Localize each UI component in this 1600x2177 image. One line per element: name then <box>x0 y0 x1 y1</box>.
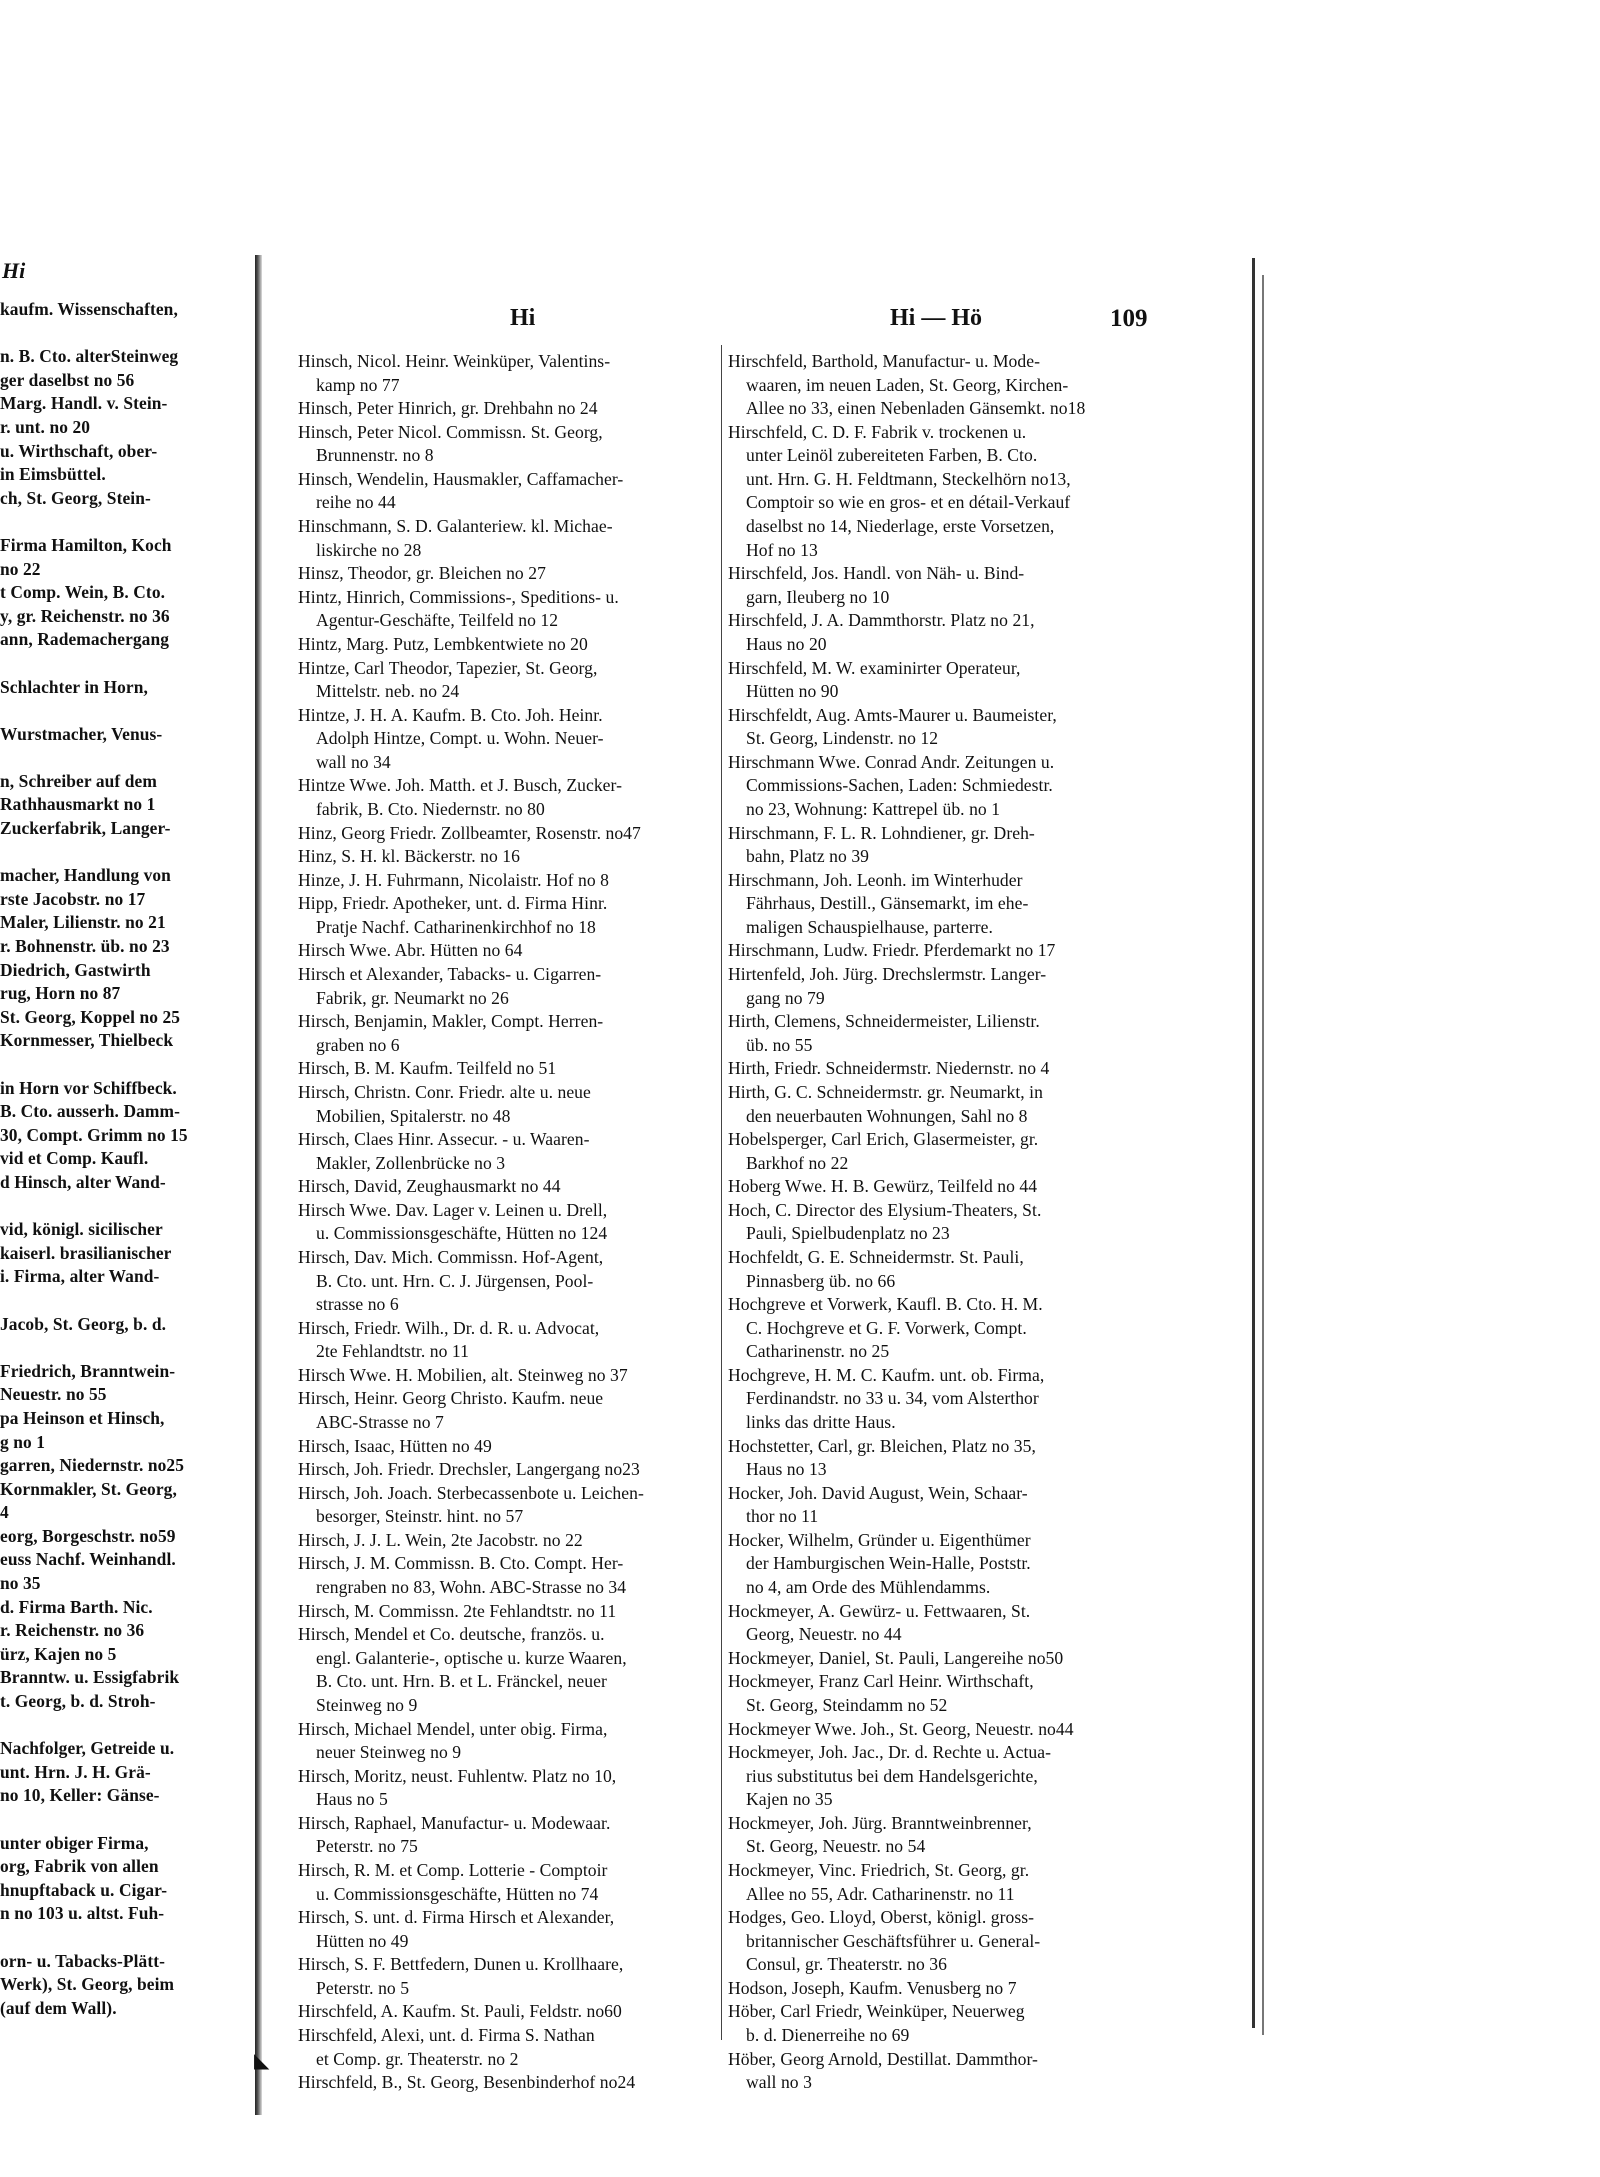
directory-entry-line: no 4, am Orde des Mühlendamms. <box>746 1577 991 1598</box>
directory-entry-line: Hintze, J. H. A. Kaufm. B. Cto. Joh. Heinr. <box>298 704 603 725</box>
directory-entry-line: Mittelstr. neb. no 24 <box>316 681 460 702</box>
page-edge <box>1252 258 1255 2028</box>
directory-entry-line: Pinnasberg üb. no 66 <box>746 1270 896 1291</box>
directory-entry-line: Steinweg no 9 <box>316 1694 418 1715</box>
directory-entry-line: Hirschmann, Joh. Leonh. im Winterhuder <box>728 869 1023 890</box>
directory-entry-line: links das dritte Haus. <box>746 1412 896 1433</box>
directory-entry-line: Hirschfeld, Jos. Handl. von Näh- u. Bind- <box>728 563 1025 584</box>
directory-entry-line: Hirsch, Isaac, Hütten no 49 <box>298 1435 492 1456</box>
left-page-line: u. Wirthschaft, ober- <box>0 440 158 461</box>
directory-entry-line: graben no 6 <box>316 1034 400 1055</box>
left-page-line: Rathhausmarkt no 1 <box>0 794 156 815</box>
left-page-line <box>0 652 188 676</box>
directory-entry-line: waaren, im neuen Laden, St. Georg, Kirchen- <box>746 374 1069 395</box>
left-page-line: no 10, Keller: Gänse- <box>0 1785 160 1806</box>
directory-entry-line: rius substitutus bei dem Handelsgerichte, <box>746 1765 1038 1786</box>
directory-entry-line: Catharinenstr. no 25 <box>746 1341 890 1362</box>
directory-entry-line: Hirschmann, Ludw. Friedr. Pferdemarkt no 17 <box>728 940 1056 961</box>
directory-entry-line: Hirsch Wwe. H. Mobilien, alt. Steinweg no 37 <box>298 1364 628 1385</box>
directory-entry-line: Hinz, Georg Friedr. Zollbeamter, Rosenstr. no47 <box>298 822 641 843</box>
left-page-line <box>0 322 188 346</box>
directory-entry-line: Kajen no 35 <box>746 1789 833 1810</box>
directory-entry-line: Hinsch, Wendelin, Hausmakler, Caffamacher- <box>298 468 624 489</box>
directory-entry-line: Fährhaus, Destill., Gänsemarkt, im ehe- <box>746 893 1029 914</box>
left-page-line: euss Nachf. Weinhandl. <box>0 1549 176 1570</box>
left-page-line: pa Heinson et Hinsch, <box>0 1407 165 1428</box>
left-page-line: Zuckerfabrik, Langer- <box>0 818 171 839</box>
directory-entry-line: Fabrik, gr. Neumarkt no 26 <box>316 987 509 1008</box>
directory-entry-line: den neuerbauten Wohnungen, Sahl no 8 <box>746 1105 1028 1126</box>
left-page-line: B. Cto. ausserh. Damm- <box>0 1101 180 1122</box>
directory-entry-line: Hirth, Friedr. Schneidermstr. Niedernstr. no 4 <box>728 1058 1050 1079</box>
left-page-line: eorg, Borgeschstr. no59 <box>0 1525 176 1546</box>
left-page-line <box>0 841 188 865</box>
left-page-line: rste Jacobstr. no 17 <box>0 888 146 909</box>
directory-entry-line: britannischer Geschäftsführer u. General- <box>746 1930 1041 1951</box>
directory-entry-line: garn, Ileuberg no 10 <box>746 586 890 607</box>
directory-entry-line: bahn, Platz no 39 <box>746 846 870 867</box>
directory-entry-line: Peterstr. no 5 <box>316 1977 410 1998</box>
left-page-line: Neuestr. no 55 <box>0 1384 107 1405</box>
directory-entry-line: Hirsch, Mendel et Co. deutsche, französ. u. <box>298 1624 605 1645</box>
left-page-line: d. Firma Barth. Nic. <box>0 1596 153 1617</box>
left-page-line: ürz, Kajen no 5 <box>0 1643 117 1664</box>
directory-entry-line: Hirsch, B. M. Kaufm. Teilfeld no 51 <box>298 1058 557 1079</box>
directory-entry-line: besorger, Steinstr. hint. no 57 <box>316 1506 524 1527</box>
directory-entry-line: Hirschfeld, B., St. Georg, Besenbinderhof no24 <box>298 2072 636 2093</box>
directory-entry-line: Hockmeyer, Joh. Jac., Dr. d. Rechte u. Actua- <box>728 1742 1052 1763</box>
directory-column-2 <box>728 350 1143 2095</box>
directory-entry-line: Hockmeyer, Daniel, St. Pauli, Langereihe no50 <box>728 1647 1064 1668</box>
left-page-line <box>0 1289 188 1313</box>
running-head-right: Hi — Hö <box>890 305 983 331</box>
left-page-line: kaiserl. brasilianischer <box>0 1242 172 1263</box>
left-page-line: Diedrich, Gastwirth <box>0 959 151 980</box>
directory-entry-line: Hof no 13 <box>746 539 818 560</box>
left-page-line <box>0 699 188 723</box>
directory-column-1 <box>298 350 713 2095</box>
directory-entry-line: Hirsch et Alexander, Tabacks- u. Cigarren- <box>298 964 602 985</box>
directory-entry-line: gang no 79 <box>746 987 825 1008</box>
directory-entry-line: Hipp, Friedr. Apotheker, unt. d. Firma Hinr. <box>298 893 608 914</box>
left-page-line: garren, Niedernstr. no25 <box>0 1455 185 1476</box>
directory-entry-line: Hockmeyer, Vinc. Friedrich, St. Georg, gr. <box>728 1860 1030 1880</box>
left-page-line: ger daselbst no 56 <box>0 369 135 390</box>
left-page-line: Kornmesser, Thielbeck <box>0 1030 174 1051</box>
directory-entry-line: B. Cto. unt. Hrn. B. et L. Fränckel, neuer <box>316 1671 607 1692</box>
directory-entry-line: Hirth, G. C. Schneidermstr. gr. Neumarkt, in <box>728 1081 1043 1102</box>
directory-entry-line: Hinschmann, S. D. Galanteriew. kl. Michae- <box>298 516 613 537</box>
directory-entry-line: Hodges, Geo. Lloyd, Oberst, königl. gross- <box>728 1907 1035 1928</box>
directory-entry-line: Hirsch, S. F. Bettfedern, Dunen u. Krollhaare, <box>298 1954 624 1975</box>
directory-entry-line: Hirsch, Heinr. Georg Christo. Kaufm. neue <box>298 1388 604 1409</box>
left-page-line: rug, Horn no 87 <box>0 983 121 1004</box>
left-page-line: r. Bohnenstr. üb. no 23 <box>0 936 170 957</box>
directory-entry-line: Hirth, Clemens, Schneidermeister, Lilienstr. <box>728 1011 1040 1032</box>
directory-entry-line: unt. Hrn. G. H. Feldtmann, Steckelhörn no13, <box>746 468 1071 489</box>
left-page-line <box>0 510 188 534</box>
directory-entry-line: Hirsch, J. M. Commissn. B. Cto. Compt. Her- <box>298 1553 624 1574</box>
directory-entry-line: u. Commissionsgeschäfte, Hütten no 74 <box>316 1883 599 1904</box>
directory-entry-line: Hoberg Wwe. H. B. Gewürz, Teilfeld no 44 <box>728 1176 1038 1197</box>
left-page-line: unter obiger Firma, <box>0 1832 149 1853</box>
left-page-line: Branntw. u. Essigfabrik <box>0 1667 180 1688</box>
directory-entry-line: wall no 34 <box>316 751 391 772</box>
left-page-line <box>0 1195 188 1219</box>
column-divider <box>721 345 722 2040</box>
directory-entry-line: neuer Steinweg no 9 <box>316 1742 462 1763</box>
left-page-line: t. Georg, b. d. Stroh- <box>0 1691 156 1712</box>
directory-entry-line: Hirsch Wwe. Abr. Hütten no 64 <box>298 940 523 961</box>
directory-entry-line: Georg, Neuestr. no 44 <box>746 1624 902 1645</box>
directory-entry-line: Hintze Wwe. Joh. Matth. et J. Busch, Zucker- <box>298 775 622 796</box>
left-page-line <box>0 1926 188 1950</box>
left-page-line: t Comp. Wein, B. Cto. <box>0 582 166 603</box>
directory-entry-line: Hinz, S. H. kl. Bäckerstr. no 16 <box>298 846 520 867</box>
directory-entry-line: Mobilien, Spitalerstr. no 48 <box>316 1105 511 1126</box>
left-page-line <box>0 746 188 770</box>
directory-entry-line: Hodson, Joseph, Kaufm. Venusberg no 7 <box>728 1977 1017 1998</box>
directory-entry-line: Hirschfeldt, Aug. Amts-Maurer u. Baumeister, <box>728 704 1057 725</box>
left-page-line: ch, St. Georg, Stein- <box>0 487 151 508</box>
left-page-line: no 22 <box>0 558 41 579</box>
left-page-line: Friedrich, Branntwein- <box>0 1360 176 1381</box>
directory-entry-line: reihe no 44 <box>316 492 396 513</box>
directory-entry-line: St. Georg, Neuestr. no 54 <box>746 1836 926 1857</box>
directory-entry-line: Hintz, Marg. Putz, Lembkentwiete no 20 <box>298 633 588 654</box>
left-page-line: no 35 <box>0 1573 41 1594</box>
directory-entry-line: Hochgreve et Vorwerk, Kaufl. B. Cto. H. M. <box>728 1294 1043 1315</box>
directory-entry-line: 2te Fehlandtstr. no 11 <box>316 1341 469 1362</box>
left-page-line: (auf dem Wall). <box>0 1997 117 2018</box>
directory-entry-line: b. d. Dienerreihe no 69 <box>746 2025 910 2046</box>
left-page-line <box>0 1336 188 1360</box>
directory-entry-line: Hinsz, Theodor, gr. Bleichen no 27 <box>298 563 546 584</box>
directory-entry-line: Barkhof no 22 <box>746 1152 849 1173</box>
left-page-line: Jacob, St. Georg, b. d. <box>0 1313 167 1334</box>
left-page-line: n, Schreiber auf dem <box>0 770 157 791</box>
directory-entry-line: Pauli, Spielbudenplatz no 23 <box>746 1223 950 1244</box>
directory-entry-line: B. Cto. unt. Hrn. C. J. Jürgensen, Pool- <box>316 1270 594 1291</box>
left-page-text <box>0 298 188 2020</box>
directory-entry-line: Hirschmann Wwe. Conrad Andr. Zeitungen u. <box>728 751 1055 772</box>
directory-entry-line: Hirschfeld, A. Kaufm. St. Pauli, Feldstr. no60 <box>298 2001 622 2022</box>
left-page-line: orn- u. Tabacks-Plätt- <box>0 1950 166 1971</box>
directory-entry-line: Hobelsperger, Carl Erich, Glasermeister, gr. <box>728 1129 1039 1150</box>
directory-entry-line: unter Leinöl zubereiteten Farben, B. Cto. <box>746 445 1038 466</box>
left-page-line: kaufm. Wissenschaften, <box>0 299 178 319</box>
directory-entry-line: Comptoir so wie en gros- et en détail-Verkauf <box>746 492 1071 513</box>
directory-entry-line: Hockmeyer, Franz Carl Heinr. Wirthschaft, <box>728 1671 1034 1692</box>
directory-entry-line: Hockmeyer, Joh. Jürg. Branntweinbrenner, <box>728 1812 1032 1833</box>
directory-entry-line: thor no 11 <box>746 1506 819 1527</box>
directory-entry-line: Hirsch, Michael Mendel, unter obig. Firma, <box>298 1718 608 1739</box>
directory-entry-line: Hirschfeld, J. A. Dammthorstr. Platz no 21, <box>728 610 1035 631</box>
left-page-line <box>0 1053 188 1077</box>
directory-entry-line: Consul, gr. Theaterstr. no 36 <box>746 1954 947 1975</box>
directory-entry-line: Hocker, Joh. David August, Wein, Schaar- <box>728 1482 1028 1503</box>
left-page-line: Maler, Lilienstr. no 21 <box>0 912 166 933</box>
left-page-line: Wurstmacher, Venus- <box>0 723 163 744</box>
directory-entry-line: Allee no 33, einen Nebenladen Gänsemkt. no18 <box>746 398 1086 419</box>
directory-entry-line: Hirsch, Joh. Joach. Sterbecassenbote u. Leichen- <box>298 1482 644 1503</box>
directory-entry-line: Makler, Zollenbrücke no 3 <box>316 1152 506 1173</box>
left-page-line: y, gr. Reichenstr. no 36 <box>0 605 170 626</box>
directory-entry-line: Hirsch, David, Zeughausmarkt no 44 <box>298 1176 561 1197</box>
directory-entry-line: Hoch, C. Director des Elysium-Theaters, St. <box>728 1199 1042 1220</box>
directory-entry-line: Hirsch, Claes Hinr. Assecur. - u. Waaren- <box>298 1129 590 1150</box>
directory-entry-line: Hinze, J. H. Fuhrmann, Nicolaistr. Hof no 8 <box>298 869 609 890</box>
left-page-line: g no 1 <box>0 1431 46 1452</box>
left-page-line: Nachfolger, Getreide u. <box>0 1738 175 1759</box>
directory-entry-line: C. Hochgreve et G. F. Vorwerk, Compt. <box>746 1317 1027 1338</box>
directory-entry-line: no 23, Wohnung: Kattrepel üb. no 1 <box>746 798 1001 819</box>
directory-entry-line: Hocker, Wilhelm, Gründer u. Eigenthümer <box>728 1529 1031 1550</box>
directory-entry-line: Allee no 55, Adr. Catharinenstr. no 11 <box>746 1883 1015 1904</box>
left-page-line <box>0 1808 188 1832</box>
directory-entry-line: Hochfeldt, G. E. Schneidermstr. St. Pauli, <box>728 1246 1024 1267</box>
left-page-fragment <box>0 258 255 2098</box>
directory-entry-line: Höber, Georg Arnold, Destillat. Dammthor- <box>728 2048 1038 2069</box>
directory-entry-line: Hirschmann, F. L. R. Lohndiener, gr. Dreh- <box>728 822 1035 843</box>
left-page-line: in Eimsbüttel. <box>0 464 106 485</box>
directory-entry-line: Hinsch, Peter Hinrich, gr. Drehbahn no 24 <box>298 398 598 419</box>
directory-entry-line: liskirche no 28 <box>316 539 422 560</box>
directory-entry-line: St. Georg, Lindenstr. no 12 <box>746 728 939 749</box>
directory-entry-line: üb. no 55 <box>746 1034 813 1055</box>
left-page-line: 4 <box>0 1502 9 1523</box>
directory-entry-line: Hintz, Hinrich, Commissions-, Speditions- u. <box>298 586 619 607</box>
directory-entry-line: u. Commissionsgeschäfte, Hütten no 124 <box>316 1223 608 1244</box>
directory-entry-line: rengraben no 83, Wohn. ABC-Strasse no 34 <box>316 1577 627 1598</box>
directory-entry-line: Hirsch, Joh. Friedr. Drechsler, Langergang no23 <box>298 1459 640 1480</box>
directory-entry-line: Höber, Carl Friedr, Weinküper, Neuerweg <box>728 2001 1025 2022</box>
directory-entry-line: Hirsch, M. Commissn. 2te Fehlandtstr. no 11 <box>298 1600 617 1621</box>
directory-entry-line: Hinsch, Peter Nicol. Commissn. St. Georg, <box>298 421 603 442</box>
directory-entry-line: Adolph Hintze, Compt. u. Wohn. Neuer- <box>316 728 604 749</box>
directory-entry-line: Haus no 13 <box>746 1459 827 1480</box>
directory-entry-line: Hochgreve, H. M. C. Kaufm. unt. ob. Firma, <box>728 1364 1045 1385</box>
directory-entry-line: Hockmeyer Wwe. Joh., St. Georg, Neuestr. no44 <box>728 1718 1074 1739</box>
left-page-line: St. Georg, Koppel no 25 <box>0 1006 181 1027</box>
left-page-line: d Hinsch, alter Wand- <box>0 1171 166 1192</box>
directory-entry-line: Hirschfeld, Alexi, unt. d. Firma S. Nathan <box>298 2025 595 2046</box>
left-page-line: in Horn vor Schiffbeck. <box>0 1077 177 1098</box>
directory-entry-line: Agentur-Geschäfte, Teilfeld no 12 <box>316 610 559 631</box>
left-page-line: Werk), St. Georg, beim <box>0 1974 175 1995</box>
directory-entry-line: Hütten no 49 <box>316 1930 409 1951</box>
directory-entry-line: engl. Galanterie-, optische u. kurze Waaren, <box>316 1647 627 1668</box>
directory-entry-line: Hirsch Wwe. Dav. Lager v. Leinen u. Drell, <box>298 1199 608 1220</box>
directory-entry-line: Hirsch, Benjamin, Makler, Compt. Herren- <box>298 1011 604 1032</box>
directory-entry-line: Hockmeyer, A. Gewürz- u. Fettwaaren, St. <box>728 1600 1031 1621</box>
directory-entry-line: Hintze, Carl Theodor, Tapezier, St. Georg, <box>298 657 598 678</box>
directory-entry-line: strasse no 6 <box>316 1294 399 1315</box>
left-page-line: macher, Handlung von <box>0 865 171 886</box>
directory-entry-line: Brunnenstr. no 8 <box>316 445 434 466</box>
left-page-line: Firma Hamilton, Koch <box>0 534 172 555</box>
left-page-line: ann, Rademachergang <box>0 629 170 650</box>
left-running-head: Hi <box>2 258 26 283</box>
directory-entry-line: Hirsch, Christn. Conr. Friedr. alte u. neue <box>298 1081 591 1102</box>
left-page-line: Marg. Handl. v. Stein- <box>0 393 168 414</box>
directory-entry-line: maligen Schauspielhause, parterre. <box>746 916 993 937</box>
directory-entry-line: Haus no 20 <box>746 633 827 654</box>
directory-entry-line: daselbst no 14, Niederlage, erste Vorsetzen, <box>746 516 1055 537</box>
left-page-line: i. Firma, alter Wand- <box>0 1266 160 1287</box>
directory-entry-line: Haus no 5 <box>316 1789 388 1810</box>
directory-entry-line: ABC-Strasse no 7 <box>316 1412 444 1433</box>
page-edge-shadow <box>1262 275 1264 2035</box>
left-page-line: unt. Hrn. J. H. Grä- <box>0 1761 151 1782</box>
directory-entry-line: Hirsch, Moritz, neust. Fuhlentw. Platz no 10, <box>298 1765 617 1786</box>
directory-entry-line: Hirschfeld, C. D. F. Fabrik v. trockenen u. <box>728 421 1027 442</box>
directory-entry-line: Peterstr. no 75 <box>316 1836 418 1857</box>
left-page-line: r. Reichenstr. no 36 <box>0 1620 145 1641</box>
left-page-line: hnupftaback u. Cigar- <box>0 1879 168 1900</box>
directory-entry-line: Ferdinandstr. no 33 u. 34, vom Alsterthor <box>746 1388 1039 1409</box>
directory-entry-line: Hochstetter, Carl, gr. Bleichen, Platz no 35, <box>728 1435 1036 1456</box>
left-page-line: n no 103 u. altst. Fuh- <box>0 1903 165 1924</box>
directory-entry-line: Hütten no 90 <box>746 681 839 702</box>
directory-entry-line: Hirsch, R. M. et Comp. Lotterie - Comptoir <box>298 1860 608 1880</box>
left-page-line: Schlachter in Horn, <box>0 676 148 697</box>
directory-entry-line: wall no 3 <box>746 2072 812 2093</box>
left-page-line: 30, Compt. Grimm no 15 <box>0 1124 188 1145</box>
left-page-line: vid et Comp. Kaufl. <box>0 1148 149 1169</box>
directory-entry-line: Hirschfeld, Barthold, Manufactur- u. Mode- <box>728 351 1040 371</box>
directory-entry-line: Hirsch, S. unt. d. Firma Hirsch et Alexander, <box>298 1907 615 1928</box>
directory-entry-line: Hirsch, Friedr. Wilh., Dr. d. R. u. Advocat, <box>298 1317 600 1338</box>
directory-entry-line: kamp no 77 <box>316 374 400 395</box>
directory-entry-line: Hirsch, Dav. Mich. Commissn. Hof-Agent, <box>298 1246 604 1267</box>
directory-entry-line: der Hamburgischen Wein-Halle, Poststr. <box>746 1553 1031 1574</box>
left-page-line: r. unt. no 20 <box>0 416 91 437</box>
page-number: 109 <box>1110 305 1148 332</box>
page-corner-mark: ◣ <box>254 2050 270 2072</box>
directory-entry-line: fabrik, B. Cto. Niedernstr. no 80 <box>316 798 545 819</box>
directory-entry-line: Commissions-Sachen, Laden: Schmiedestr. <box>746 775 1053 796</box>
directory-entry-line: et Comp. gr. Theaterstr. no 2 <box>316 2048 519 2069</box>
directory-entry-line: Hirschfeld, M. W. examinirter Operateur, <box>728 657 1021 678</box>
left-page-line: vid, königl. sicilischer <box>0 1219 163 1240</box>
running-head-left: Hi <box>510 305 536 331</box>
directory-entry-line: Hirsch, J. J. L. Wein, 2te Jacobstr. no 22 <box>298 1529 583 1550</box>
book-gutter <box>255 255 262 2115</box>
directory-entry-line: Hirtenfeld, Joh. Jürg. Drechslermstr. Langer- <box>728 964 1047 985</box>
left-page-line: n. B. Cto. alterSteinweg <box>0 346 179 367</box>
left-page-line: Kornmakler, St. Georg, <box>0 1478 177 1499</box>
directory-entry-line: Hinsch, Nicol. Heinr. Weinküper, Valentins- <box>298 351 611 371</box>
directory-entry-line: St. Georg, Steindamm no 52 <box>746 1694 948 1715</box>
left-page-line <box>0 1714 188 1738</box>
directory-entry-line: Hirsch, Raphael, Manufactur- u. Modewaar. <box>298 1812 611 1833</box>
directory-entry-line: Pratje Nachf. Catharinenkirchhof no 18 <box>316 916 596 937</box>
left-page-line: org, Fabrik von allen <box>0 1856 159 1877</box>
